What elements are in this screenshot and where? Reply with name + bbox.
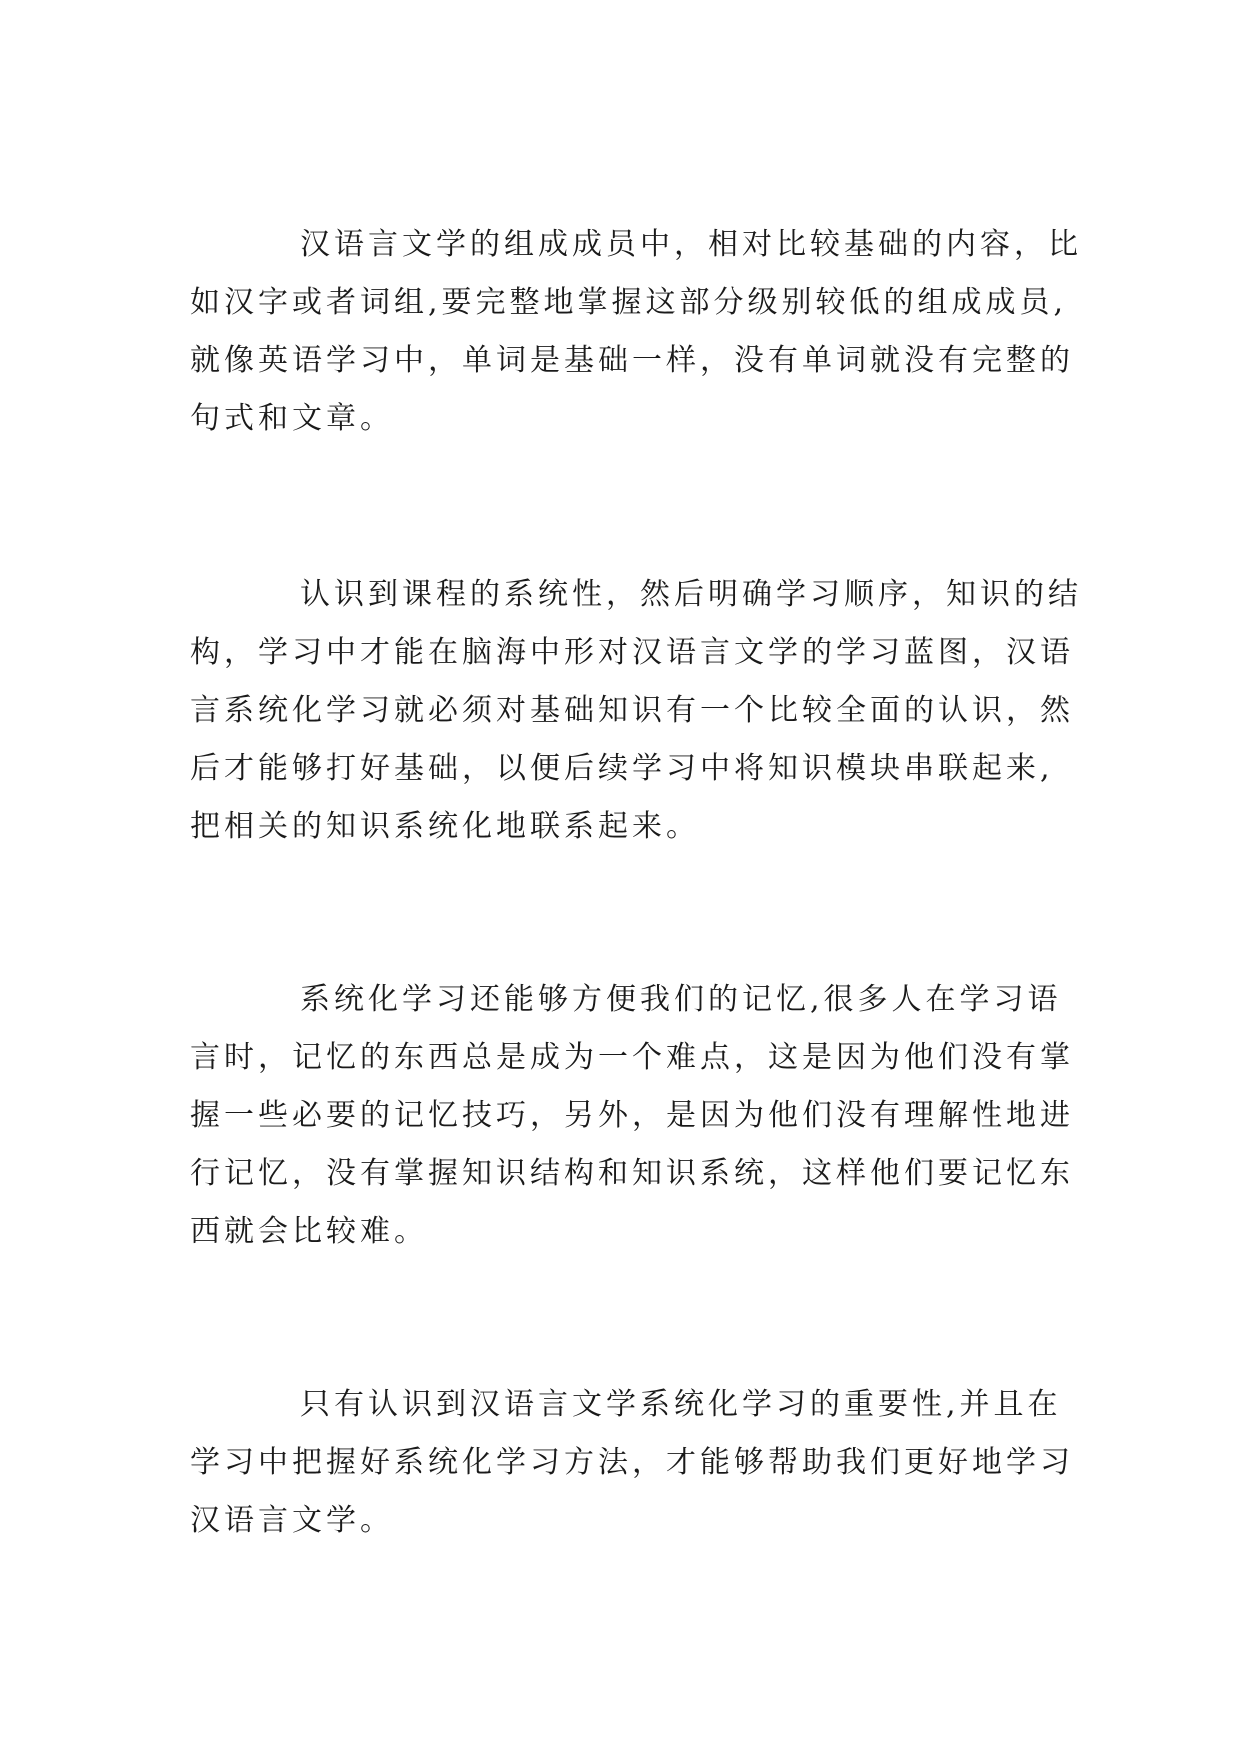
paragraph-line: 如汉字或者词组,要完整地掌握这部分级别较低的组成成员, (190, 285, 1068, 320)
paragraph-line: 认识到课程的系统性，然后明确学习顺序，知识的结 (300, 577, 1082, 612)
paragraph-line: 握一些必要的记忆技巧，另外，是因为他们没有理解性地进 (190, 1098, 1074, 1133)
paragraph-2 (190, 566, 1090, 856)
paragraph-line: 系统化学习还能够方便我们的记忆,很多人在学习语 (300, 982, 1062, 1017)
paragraph-line: 汉语言文学的组成成员中，相对比较基础的内容，比 (300, 227, 1082, 262)
paragraph-line: 言系统化学习就必须对基础知识有一个比较全面的认识，然 (190, 693, 1074, 728)
paragraph-line: 只有认识到汉语言文学系统化学习的重要性,并且在 (300, 1387, 1062, 1422)
paragraph-line: 句式和文章。 (190, 401, 394, 436)
paragraph-line: 学习中把握好系统化学习方法，才能够帮助我们更好地学习 (190, 1445, 1074, 1480)
paragraph-line: 汉语言文学。 (190, 1503, 394, 1538)
paragraph-line: 西就会比较难。 (190, 1214, 428, 1249)
paragraph-line: 后才能够打好基础，以便后续学习中将知识模块串联起来, (190, 751, 1054, 786)
paragraph-4 (190, 1376, 1090, 1550)
paragraph-line: 行记忆，没有掌握知识结构和知识系统，这样他们要记忆东 (190, 1156, 1074, 1191)
paragraph-1 (190, 216, 1090, 448)
paragraph-line: 把相关的知识系统化地联系起来。 (190, 809, 700, 844)
paragraph-line: 构，学习中才能在脑海中形对汉语言文学的学习蓝图，汉语 (190, 635, 1074, 670)
paragraph-3 (190, 971, 1090, 1261)
paragraph-line: 就像英语学习中，单词是基础一样，没有单词就没有完整的 (190, 343, 1074, 378)
paragraph-line: 言时，记忆的东西总是成为一个难点，这是因为他们没有掌 (190, 1040, 1074, 1075)
